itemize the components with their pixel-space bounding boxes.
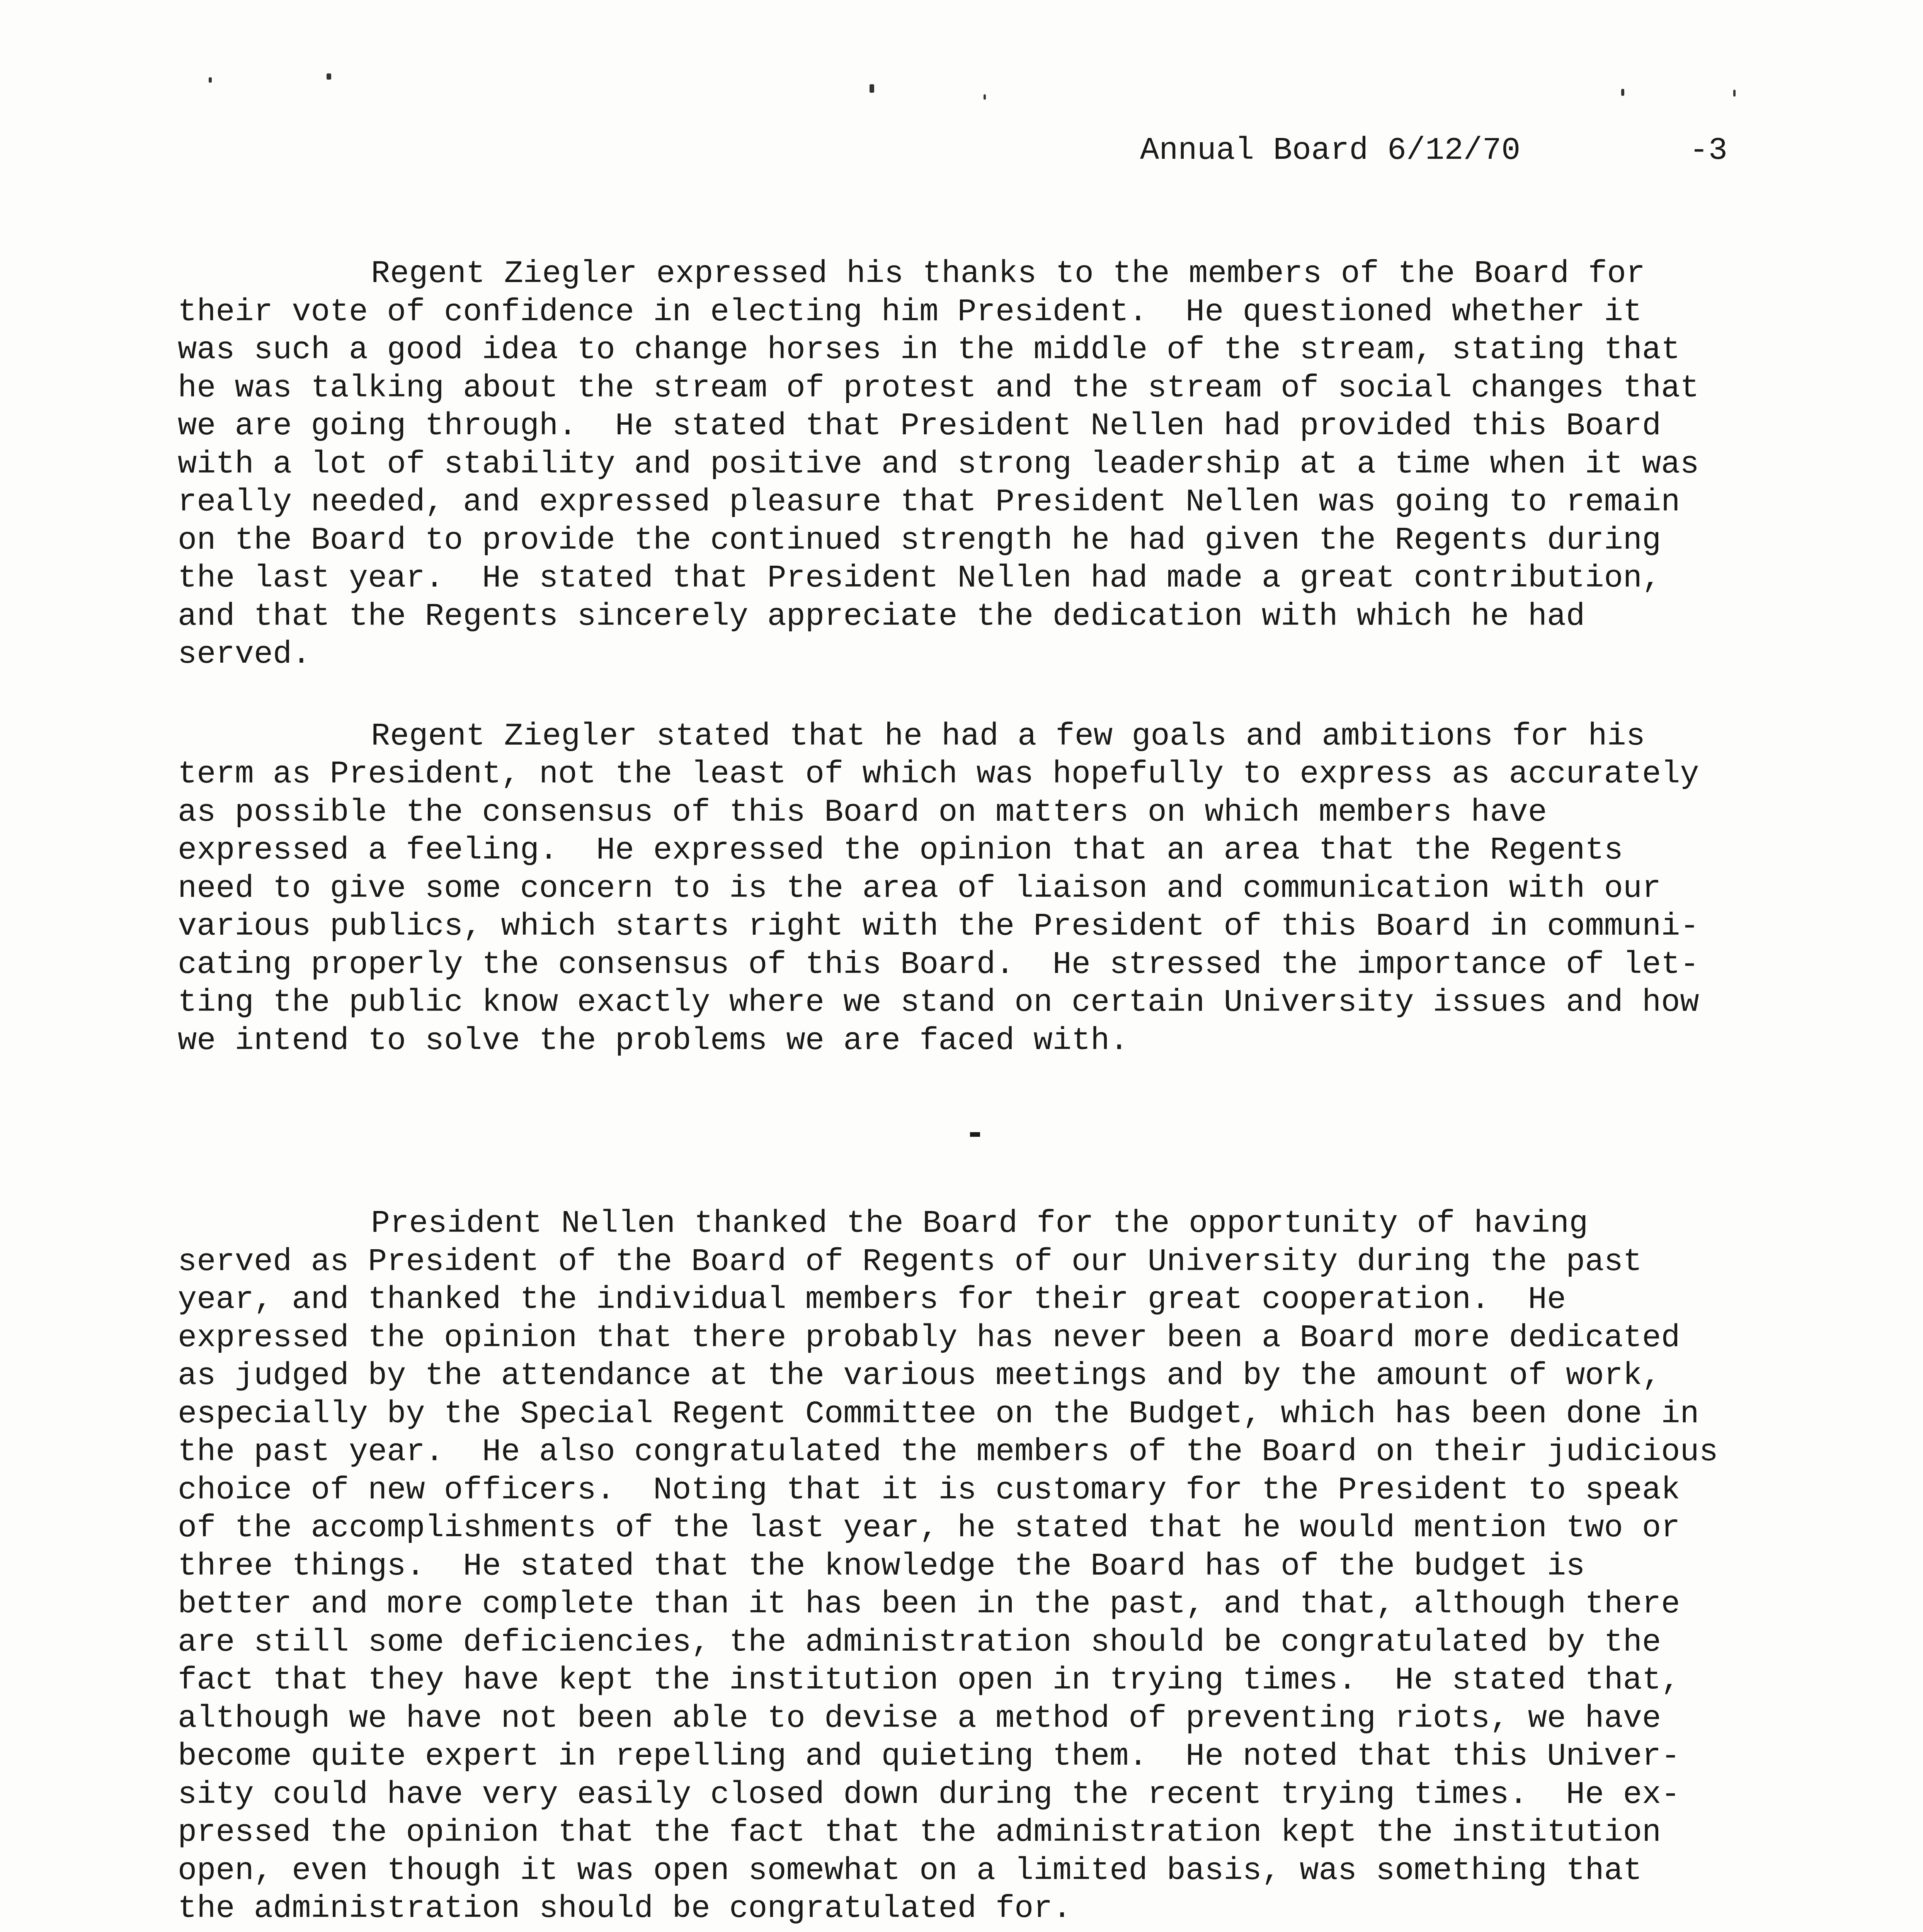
text-line: their vote of confidence in electing him President. He questioned whether it bbox=[178, 294, 1642, 330]
text-line: pressed the opinion that the fact that the administration kept the institution bbox=[178, 1815, 1661, 1850]
text-line: term as President, not the least of which was hopefully to express as accurately bbox=[178, 756, 1699, 792]
text-line: the administration should be congratulated for. bbox=[178, 1891, 1072, 1927]
text-line: year, and thanked the individual members for their great cooperation. He bbox=[178, 1282, 1566, 1318]
text-line: expressed a feeling. He expressed the opinion that an area that the Regents bbox=[178, 832, 1623, 868]
text-line: especially by the Special Regent Committee on the Budget, which has been done in bbox=[178, 1396, 1699, 1432]
paragraph bbox=[178, 718, 1758, 1060]
text-line: with a lot of stability and positive and strong leadership at a time when it was bbox=[178, 446, 1699, 482]
text-line: become quite expert in repelling and quieting them. He noted that this Univer- bbox=[178, 1738, 1680, 1774]
text-line: the last year. He stated that President Nellen had made a great contribution, bbox=[178, 560, 1661, 596]
header-page-number: -3 bbox=[1689, 133, 1727, 168]
text-line: served as President of the Board of Regents of our University during the past bbox=[178, 1243, 1642, 1280]
stray-mark bbox=[970, 1132, 980, 1137]
text-line: sity could have very easily closed down during the recent trying times. He ex- bbox=[178, 1776, 1680, 1813]
text-line: we are going through. He stated that President Nellen had provided this Board bbox=[178, 408, 1661, 444]
text-line: we intend to solve the problems we are faced with. bbox=[178, 1022, 1129, 1059]
text-line: he was talking about the stream of protest and the stream of social changes that bbox=[178, 370, 1699, 406]
text-line: better and more complete than it has been in the past, and that, although there bbox=[178, 1586, 1680, 1622]
paragraph bbox=[178, 1205, 1758, 1928]
text-line: fact that they have kept the institution open in trying times. He stated that, bbox=[178, 1662, 1680, 1698]
text-line: as possible the consensus of this Board on matters on which members have bbox=[178, 794, 1547, 830]
text-line: the past year. He also congratulated the members of the Board on their judicious bbox=[178, 1434, 1718, 1470]
text-line: and that the Regents sincerely appreciate the dedication with which he had bbox=[178, 598, 1585, 634]
text-line: as judged by the attendance at the various meetings and by the amount of work, bbox=[178, 1358, 1661, 1394]
text-line: served. bbox=[178, 636, 311, 672]
text-line: President Nellen thanked the Board for the opportunity of having bbox=[371, 1206, 1588, 1242]
text-line: was such a good idea to change horses in the middle of the stream, stating that bbox=[178, 332, 1680, 368]
text-line: need to give some concern to is the area of liaison and communication with our bbox=[178, 870, 1661, 906]
document-body bbox=[178, 255, 1758, 1932]
header-reference: Annual Board 6/12/70 bbox=[1140, 133, 1521, 168]
text-line: Regent Ziegler stated that he had a few goals and ambitions for his bbox=[371, 718, 1645, 754]
paragraph bbox=[178, 255, 1758, 674]
text-line: of the accomplishments of the last year, he stated that he would mention two or bbox=[178, 1510, 1680, 1546]
text-line: on the Board to provide the continued strength he had given the Regents during bbox=[178, 522, 1661, 558]
text-line: are still some deficiencies, the administration should be congratulated by the bbox=[178, 1624, 1661, 1660]
text-line: although we have not been able to devise a method of preventing riots, we have bbox=[178, 1700, 1661, 1736]
text-line: open, even though it was open somewhat on a limited basis, was something that bbox=[178, 1852, 1642, 1889]
text-line: really needed, and expressed pleasure that President Nellen was going to remain bbox=[178, 484, 1680, 520]
text-line: choice of new officers. Noting that it is customary for the President to speak bbox=[178, 1472, 1680, 1508]
text-line: Regent Ziegler expressed his thanks to the members of the Board for bbox=[371, 256, 1645, 292]
text-line: expressed the opinion that there probably has never been a Board more dedicated bbox=[178, 1320, 1680, 1356]
text-line: ting the public know exactly where we stand on certain University issues and how bbox=[178, 985, 1699, 1020]
text-line: various publics, which starts right with the President of this Board in communi- bbox=[178, 908, 1699, 944]
text-line: cating properly the consensus of this Board. He stressed the importance of let- bbox=[178, 946, 1699, 983]
text-line: three things. He stated that the knowledge the Board has of the budget is bbox=[178, 1548, 1585, 1584]
